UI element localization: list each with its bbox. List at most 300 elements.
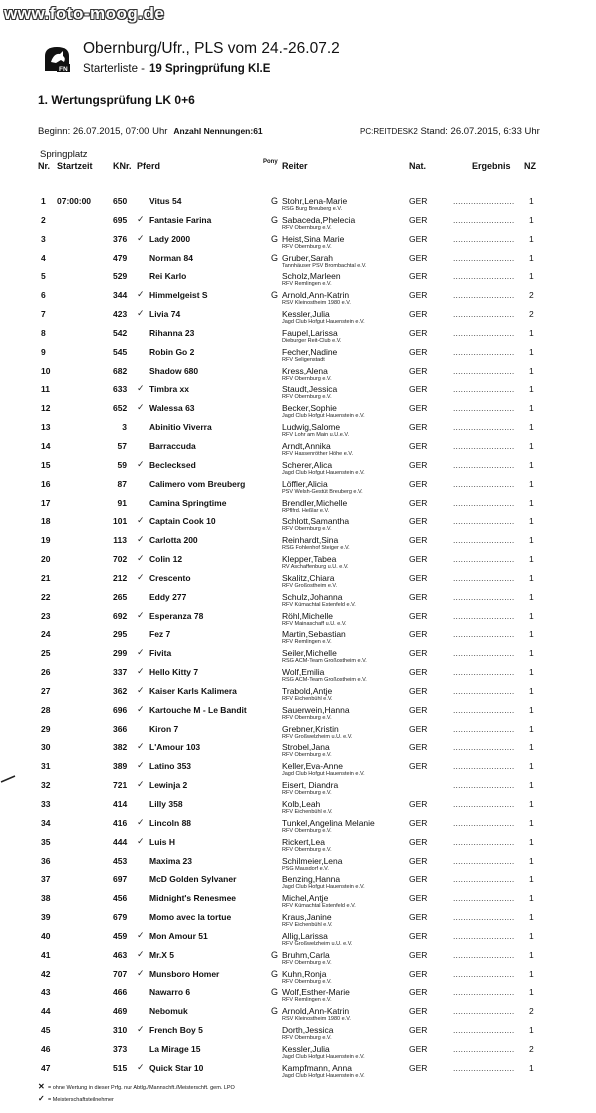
club-name: Jagd Club Hofgut Hauenstein e.V.	[282, 319, 365, 326]
championship-checkmark-icon: ✓	[137, 760, 145, 771]
result-blank: ........................	[453, 478, 515, 489]
championship-checkmark-icon: ✓	[137, 515, 145, 526]
start-number: 31	[41, 761, 51, 772]
head-number: 382	[113, 742, 128, 753]
head-number: 696	[113, 704, 128, 715]
result-blank: ........................	[453, 365, 515, 376]
result-blank: ........................	[453, 780, 515, 791]
entry-count: Anzahl Nennungen:61	[173, 126, 263, 136]
nz-value: 1	[529, 648, 534, 659]
result-blank: ........................	[453, 554, 515, 565]
col-pony: Pony	[263, 159, 278, 165]
table-row	[0, 458, 596, 477]
table-row	[0, 910, 596, 929]
rider-name: Kraus,Janine	[282, 912, 332, 923]
nz-value: 1	[529, 440, 534, 451]
championship-checkmark-icon: ✓	[137, 741, 145, 752]
club-name: RFV Obernburg e.V.	[282, 752, 332, 759]
result-blank: ........................	[453, 648, 515, 659]
club-name: RFV Remlingen e.V.	[282, 281, 332, 288]
championship-checkmark-icon: ✓	[137, 383, 145, 394]
table-row	[0, 420, 596, 439]
start-number: 30	[41, 742, 51, 753]
rider-name: Sauerwein,Hanna	[282, 704, 350, 715]
table-row	[0, 307, 596, 326]
nz-value: 1	[529, 761, 534, 772]
nationality: GER	[409, 516, 428, 527]
nationality: GER	[409, 1062, 428, 1073]
horse-name: Kaiser Karls Kalimera	[149, 685, 237, 696]
rider-name: Strobel,Jana	[282, 742, 330, 753]
club-name: RFV Großostheim e.V.	[282, 582, 338, 589]
nationality: GER	[409, 648, 428, 659]
pony-marker: G	[271, 252, 279, 263]
nationality: GER	[409, 667, 428, 678]
table-row	[0, 364, 596, 383]
horse-name: French Boy 5	[149, 1025, 203, 1036]
club-name: Jagd Club Hofgut Hauenstein e.V.	[282, 884, 365, 891]
start-time: 07:00:00	[57, 196, 92, 206]
nationality: GER	[409, 346, 428, 357]
rider-name: Ludwig,Salome	[282, 422, 341, 433]
rider-name: Staudt,Jessica	[282, 384, 338, 395]
head-number: 453	[113, 855, 128, 866]
result-blank: ........................	[453, 855, 515, 866]
cross-icon: ✕	[38, 1082, 45, 1091]
head-number: 337	[113, 667, 128, 678]
start-number: 23	[41, 610, 51, 621]
horse-name: Munsboro Homer	[149, 968, 220, 979]
head-number: 697	[113, 874, 128, 885]
championship-checkmark-icon: ✓	[137, 703, 145, 714]
horse-name: McD Golden Sylvaner	[149, 874, 237, 885]
col-ergebnis: Ergebnis	[472, 161, 511, 171]
club-name: RFV Remlingen e.V.	[282, 997, 332, 1004]
club-name: Jagd Club Hofgut Hauenstein e.V.	[282, 1053, 365, 1060]
nationality: GER	[409, 403, 428, 414]
start-number: 35	[41, 836, 51, 847]
nz-value: 1	[529, 685, 534, 696]
nz-value: 1	[529, 704, 534, 715]
rider-name: Kessler,Julia	[282, 309, 330, 320]
start-number: 37	[41, 874, 51, 885]
nz-value: 2	[529, 1043, 534, 1054]
nz-value: 1	[529, 610, 534, 621]
start-number: 38	[41, 893, 51, 904]
nz-value: 1	[529, 327, 534, 338]
table-row	[0, 382, 596, 401]
col-nr: Nr.	[38, 161, 51, 171]
rider-name: Arnold,Ann-Katrin	[282, 1006, 350, 1017]
head-number: 376	[113, 233, 128, 244]
result-blank: ........................	[453, 309, 515, 320]
nationality: GER	[409, 987, 428, 998]
start-number: 18	[41, 516, 51, 527]
club-name: RFV Obernburg e.V.	[282, 375, 332, 382]
nz-value: 1	[529, 949, 534, 960]
nationality: GER	[409, 440, 428, 451]
horse-name: Eddy 277	[149, 591, 187, 602]
result-blank: ........................	[453, 912, 515, 923]
nz-value: 1	[529, 196, 534, 206]
rider-name: Schilmeier,Lena	[282, 855, 343, 866]
rider-name: Kolb,Leah	[282, 799, 321, 809]
club-name: Jagd Club Hofgut Hauenstein e.V.	[282, 771, 365, 778]
table-row	[0, 929, 596, 948]
club-name: RSG Fohlenhof Steiger e.V.	[282, 545, 350, 552]
horse-name: Latino 353	[149, 761, 192, 772]
start-number: 16	[41, 478, 51, 489]
start-number: 29	[41, 723, 51, 734]
nationality: GER	[409, 949, 428, 960]
nz-value: 1	[529, 459, 534, 470]
horse-name: Rihanna 23	[149, 327, 195, 338]
arena-name: Springplatz	[40, 149, 88, 160]
start-number: 42	[41, 968, 51, 979]
start-number: 19	[41, 535, 51, 546]
checkmark-icon: ✓	[38, 1094, 45, 1103]
table-row	[0, 477, 596, 496]
result-blank: ........................	[453, 271, 515, 282]
horse-name: L'Amour 103	[149, 742, 201, 753]
result-blank: ........................	[453, 252, 515, 263]
start-number: 44	[41, 1006, 51, 1017]
nz-value: 1	[529, 365, 534, 376]
rider-name: Kuhn,Ronja	[282, 968, 327, 979]
horse-name: La Mirage 15	[149, 1043, 201, 1054]
nationality: GER	[409, 290, 428, 301]
horse-name: Camina Springtime	[149, 497, 227, 508]
result-blank: ........................	[453, 459, 515, 470]
club-name: RV Aschaffenburg u.U. e.V.	[282, 564, 349, 571]
nz-value: 1	[529, 422, 534, 433]
championship-checkmark-icon: ✓	[137, 967, 145, 978]
championship-checkmark-icon: ✓	[137, 816, 145, 827]
table-row	[0, 948, 596, 967]
head-number: 373	[113, 1043, 128, 1054]
head-number: 479	[113, 252, 128, 263]
nationality: GER	[409, 685, 428, 696]
nationality: GER	[409, 817, 428, 828]
competition-title: Obernburg/Ufr., PLS vom 24.-26.07.2	[83, 40, 340, 57]
horse-name: Lincoln 88	[149, 817, 192, 828]
rider-name: Michel,Antje	[282, 893, 329, 904]
horse-name: Barraccuda	[149, 440, 196, 451]
head-number: 529	[113, 271, 128, 282]
head-number: 310	[113, 1025, 128, 1036]
rider-name: Arnold,Ann-Katrin	[282, 290, 350, 301]
start-number: 6	[41, 290, 46, 301]
nationality: GER	[409, 591, 428, 602]
legend-tick	[38, 1094, 114, 1103]
club-name: RFV Seligenstadt	[282, 356, 325, 363]
horse-name: Timbra xx	[149, 384, 190, 395]
result-blank: ........................	[453, 440, 515, 451]
result-blank: ........................	[453, 836, 515, 847]
nz-value: 1	[529, 780, 534, 791]
table-row	[0, 552, 596, 571]
table-row	[0, 967, 596, 986]
start-number: 5	[41, 271, 46, 282]
competition-subtitle	[83, 63, 270, 75]
head-number: 212	[113, 572, 128, 583]
nz-value: 1	[529, 1025, 534, 1036]
head-number: 3	[122, 422, 127, 433]
head-number: 414	[113, 799, 128, 809]
table-row	[0, 684, 596, 703]
club-name: RFV Eichenbühl e.V.	[282, 922, 333, 929]
nationality: GER	[409, 893, 428, 904]
result-blank: ........................	[453, 497, 515, 508]
nationality: GER	[409, 930, 428, 941]
horse-name: Fez 7	[149, 629, 171, 640]
head-number: 542	[113, 327, 128, 338]
table-row	[0, 533, 596, 552]
pony-marker: G	[271, 1006, 279, 1017]
rider-name: Stohr,Lena-Marie	[282, 196, 348, 206]
head-number: 545	[113, 346, 128, 357]
rider-name: Brendler,Michelle	[282, 497, 348, 508]
horse-name: Luis H	[149, 836, 175, 847]
rider-name: Bruhm,Carla	[282, 949, 330, 960]
horse-name: Midnight's Renesmee	[149, 893, 237, 904]
championship-checkmark-icon: ✓	[137, 609, 145, 620]
start-time: Beginn: 26.07.2015, 07:00 Uhr	[38, 126, 168, 137]
club-name: RFV Obernburg e.V.	[282, 827, 332, 834]
col-nat: Nat.	[409, 161, 427, 171]
rider-name: Scherer,Alica	[282, 459, 333, 470]
result-blank: ........................	[453, 422, 515, 433]
fn-logo-icon	[42, 44, 72, 74]
rider-name: Sabaceda,Phelecia	[282, 214, 356, 225]
start-number: 17	[41, 497, 51, 508]
rider-name: Löffler,Alicia	[282, 478, 328, 489]
result-blank: ........................	[453, 233, 515, 244]
start-number: 39	[41, 912, 51, 923]
horse-name: Abinitio Viverra	[149, 422, 212, 433]
nz-value: 1	[529, 799, 534, 809]
rider-name: Heist,Sina Marie	[282, 233, 345, 244]
head-number: 682	[113, 365, 128, 376]
club-name: RFV Lohr am Main u.U.e.V.	[282, 432, 350, 439]
start-number: 43	[41, 987, 51, 998]
head-number: 444	[113, 836, 128, 847]
nz-value: 1	[529, 912, 534, 923]
nz-value: 1	[529, 346, 534, 357]
result-blank: ........................	[453, 1006, 515, 1017]
head-number: 650	[113, 196, 128, 206]
head-number: 59	[117, 459, 127, 470]
horse-name: Momo avec la tortue	[149, 912, 232, 923]
result-blank: ........................	[453, 516, 515, 527]
horse-name: Carlotta 200	[149, 535, 198, 546]
table-row	[0, 646, 596, 665]
start-number: 11	[41, 384, 50, 395]
club-name: RFV Obernburg e.V.	[282, 959, 332, 966]
nz-value: 1	[529, 516, 534, 527]
result-blank: ........................	[453, 874, 515, 885]
club-name: RFV Remlingen e.V.	[282, 639, 332, 646]
result-blank: ........................	[453, 629, 515, 640]
rider-name: Martin,Sebastian	[282, 629, 346, 640]
rider-name: Klepper,Tabea	[282, 554, 337, 565]
horse-name: Lady 2000	[149, 233, 191, 244]
championship-checkmark-icon: ✓	[137, 289, 145, 300]
nz-value: 1	[529, 723, 534, 734]
championship-checkmark-icon: ✓	[137, 1024, 145, 1035]
nationality: GER	[409, 1025, 428, 1036]
nationality: GER	[409, 836, 428, 847]
horse-name: Quick Star 10	[149, 1062, 204, 1073]
start-number: 20	[41, 554, 51, 565]
horse-name: Esperanza 78	[149, 610, 204, 621]
table-row	[0, 891, 596, 910]
rider-name: Trabold,Antje	[282, 685, 333, 696]
nz-value: 1	[529, 893, 534, 904]
nz-value: 1	[529, 271, 534, 282]
rider-name: Tunkel,Angelina Melanie	[282, 817, 375, 828]
head-number: 469	[113, 1006, 128, 1017]
club-name: RFV Eichenbühl e.V.	[282, 809, 333, 815]
club-name: Jagd Club Hofgut Hauenstein e.V.	[282, 1072, 365, 1079]
subtitle-class: 19 Springprüfung Kl.E	[149, 63, 271, 75]
horse-name: Lilly 358	[149, 799, 183, 809]
nationality: GER	[409, 365, 428, 376]
club-name: RPflfrd. Heßlar e.V.	[282, 507, 330, 514]
col-knr: KNr.	[113, 161, 132, 171]
pony-marker: G	[271, 290, 279, 301]
nationality: GER	[409, 874, 428, 885]
rider-name: Scholz,Marleen	[282, 271, 341, 282]
table-row	[0, 627, 596, 646]
championship-checkmark-icon: ✓	[137, 402, 145, 413]
table-row	[0, 854, 596, 873]
legend-cross	[38, 1082, 235, 1091]
table-row	[0, 985, 596, 1004]
table-row	[0, 345, 596, 364]
start-number: 25	[41, 648, 51, 659]
result-blank: ........................	[453, 723, 515, 734]
table-row	[0, 1004, 596, 1023]
table-row	[0, 1061, 596, 1080]
result-blank: ........................	[453, 327, 515, 338]
club-name: RFV Obernburg e.V.	[282, 243, 332, 250]
status-info	[360, 126, 540, 137]
nationality: GER	[409, 610, 428, 621]
championship-checkmark-icon: ✓	[137, 779, 145, 790]
table-row	[0, 269, 596, 288]
table-row	[0, 326, 596, 345]
table-row	[0, 778, 596, 797]
nationality: GER	[409, 459, 428, 470]
table-row	[0, 797, 596, 816]
horse-name: Kiron 7	[149, 723, 179, 734]
horse-name: Norman 84	[149, 252, 193, 263]
head-number: 702	[113, 554, 128, 565]
result-blank: ........................	[453, 742, 515, 753]
club-name: RSV Kleinostheim 1980 e.V.	[282, 300, 351, 307]
horse-name: Robin Go 2	[149, 346, 195, 357]
result-blank: ........................	[453, 214, 515, 225]
table-row	[0, 665, 596, 684]
table-row	[0, 609, 596, 628]
nz-value: 1	[529, 667, 534, 678]
head-number: 515	[113, 1062, 128, 1073]
result-blank: ........................	[453, 667, 515, 678]
championship-checkmark-icon: ✓	[137, 553, 145, 564]
start-number: 47	[41, 1062, 51, 1073]
start-number: 7	[41, 309, 46, 320]
club-name: Jagd Club Hofgut Hauenstein e.V.	[282, 469, 365, 476]
club-name: RFV Obernburg e.V.	[282, 526, 332, 533]
result-blank: ........................	[453, 968, 515, 979]
start-number: 21	[41, 572, 51, 583]
table-row	[0, 816, 596, 835]
club-name: PSV Welsh-Gestüt Breuberg e.V.	[282, 488, 363, 495]
nz-value: 2	[529, 1006, 534, 1017]
championship-checkmark-icon: ✓	[137, 666, 145, 677]
championship-checkmark-icon: ✓	[137, 835, 145, 846]
nz-value: 1	[529, 817, 534, 828]
rider-name: Grebner,Kristin	[282, 723, 339, 734]
club-name: RFV Hassenröther Höhe e.V.	[282, 450, 354, 457]
head-number: 57	[117, 440, 127, 451]
championship-checkmark-icon: ✓	[137, 213, 145, 224]
col-reiter: Reiter	[282, 161, 308, 171]
head-number: 366	[113, 723, 128, 734]
nationality: GER	[409, 968, 428, 979]
rider-name: Seiler,Michelle	[282, 648, 337, 659]
nationality: GER	[409, 233, 428, 244]
rider-name: Wolf,Emilia	[282, 667, 325, 678]
result-blank: ........................	[453, 384, 515, 395]
start-number: 2	[41, 214, 46, 225]
start-number: 1	[41, 196, 46, 206]
table-row	[0, 251, 596, 270]
club-name: RFV Obernburg e.V.	[282, 714, 332, 721]
result-blank: ........................	[453, 1043, 515, 1054]
horse-name: Fivita	[149, 648, 172, 659]
nz-value: 1	[529, 403, 534, 414]
nz-value: 1	[529, 930, 534, 941]
start-number: 32	[41, 780, 51, 791]
rider-name: Gruber,Sarah	[282, 252, 334, 263]
horse-name: Colin 12	[149, 554, 183, 565]
championship-checkmark-icon: ✓	[137, 684, 145, 695]
rider-name: Faupel,Larissa	[282, 327, 338, 338]
nationality: GER	[409, 196, 428, 206]
head-number: 459	[113, 930, 128, 941]
nz-value: 1	[529, 629, 534, 640]
club-name: Dieburger Reit-Club e.V.	[282, 337, 342, 344]
head-number: 679	[113, 912, 128, 923]
start-number: 26	[41, 667, 51, 678]
club-name: RSG ACM-Team Großostheim e.V.	[282, 658, 367, 665]
nationality: GER	[409, 723, 428, 734]
nationality: GER	[409, 384, 428, 395]
championship-checkmark-icon: ✓	[137, 458, 145, 469]
result-blank: ........................	[453, 572, 515, 583]
starter-list	[0, 194, 596, 1080]
rider-name: Skalitz,Chiara	[282, 572, 335, 583]
pony-marker: G	[271, 233, 279, 244]
pony-marker: G	[271, 949, 279, 960]
head-number: 416	[113, 817, 128, 828]
horse-name: Beclecksed	[149, 459, 196, 470]
nz-value: 1	[529, 591, 534, 602]
head-number: 466	[113, 987, 128, 998]
nz-value: 1	[529, 855, 534, 866]
